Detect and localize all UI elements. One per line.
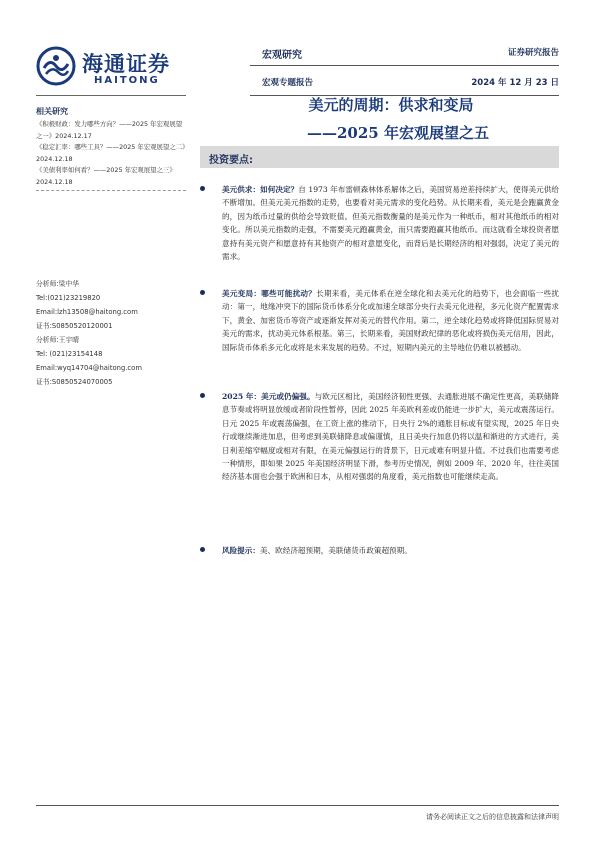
analyst-name: 分析师:王宇晴 — [36, 336, 80, 344]
footer-divider — [36, 805, 559, 806]
bullet-icon — [200, 186, 205, 191]
bullet-icon — [200, 290, 205, 295]
key-point-2025-outlook — [200, 390, 559, 484]
key-point-lead: 2025 年：美元或仍偏强。 — [222, 392, 315, 401]
related-item[interactable]: 《稳定汇率：哪些工具？——2025 年宏观展望之二》2024.12.18 — [36, 143, 186, 163]
analyst-name: 分析师:梁中华 — [36, 280, 80, 288]
key-point-disruption — [200, 287, 559, 354]
header-divider-top — [250, 65, 559, 66]
related-research-list — [36, 119, 186, 189]
analyst-tel: Tel:(021)23219820 — [36, 294, 101, 302]
key-points-heading: 投资要点: — [209, 155, 253, 166]
logo-chinese-name: 海通证券 — [82, 51, 170, 76]
key-point-paragraph — [222, 390, 559, 484]
report-date: 2024 年 12 月 23 日 — [471, 78, 559, 88]
related-divider — [36, 190, 186, 191]
report-type: 宏观专题报告 — [262, 78, 314, 88]
key-point-paragraph — [222, 183, 559, 263]
key-points-bar — [200, 146, 559, 168]
analyst-tel: Tel: (021)23154148 — [36, 350, 103, 358]
main-content — [200, 183, 559, 583]
disclaimer-footer: 请务必阅读正文之后的信息披露和法律声明 — [426, 813, 559, 821]
key-point-paragraph — [222, 287, 559, 354]
key-point-lead: 美元变局：哪些可能扰动？ — [222, 289, 317, 298]
left-column-divider — [36, 95, 186, 96]
analyst-email[interactable]: Email:wyq14704@haitong.com — [36, 364, 142, 372]
key-point-lead: 美元供求：如何决定？ — [222, 185, 299, 194]
report-title: 美元的周期：供求和变局 — [308, 96, 474, 114]
logo-english-name: HAITONG — [94, 75, 160, 86]
key-point-text: 长期来看，美元体系在逆全球化和去美元化的趋势下，也会面临一些扰动：第一，地缘冲突下的国际货币体系分化或加速全球部分央行去美元化进程，多元化资产配置需求下，黄金、加密货币等资产或逐渐发挥对美元的替代作用。第二，逆全球化趋势或将降低国际贸易对美元的需求，扰动美元体系根基。第三，长期来看，美国财政纪律的恶化或将损伤美元信用，因此，国际货币体系多元化或将是未来发展的趋势。不过，短期内美元的主导地位仍难以被撼动。 — [222, 289, 560, 352]
company-logo — [36, 38, 186, 94]
analyst-cert: 证书:S0850524070005 — [36, 378, 113, 386]
report-subtitle: ——2025 年宏观展望之五 — [307, 124, 489, 142]
related-item[interactable]: 《积极财政：发力哪些方向？——2025 年宏观展望之一》2024.12.17 — [36, 120, 183, 140]
company-report-label: 证券研究报告 — [507, 48, 559, 58]
key-point-text: 与欧元区相比，美国经济韧性更强、去通胀进展不确定性更高，美联储降息节奏或将明显放缓或者阶段性暂停，因此 2025 年美欧利差或仍能进一步扩大，美元或震荡运行。日元 2025 年或震荡偏强，在工资上涨的推动下，日央行 2%的通胀目标或有望实现，2025 年日央行或继续渐进加息，但考虑到美联储降息或偏谨慎，且日美央行加息仍将以温和渐进的方式进行，美日利差缩窄幅度或相对有限，在美元偏强运行的背景下，日元或难有明显升值。不过我们也需要考虑一种情形，即如果 2025 年美国经济明显下滑，参考历史情况，例如 2009 年、2020 年，往往美国经济基本面也会强于欧洲和日本，从相对强弱的角度看，美元指数也可能继续走高。 — [222, 392, 560, 482]
analyst-cert: 证书:S0850520120001 — [36, 322, 113, 330]
haitong-logo-icon — [36, 46, 76, 86]
key-point-risk — [200, 544, 559, 557]
related-item[interactable]: 《美债利率如何看？——2025 年宏观展望之三》2024.12.18 — [36, 166, 176, 186]
report-category: 宏观研究 — [262, 50, 302, 61]
related-research-heading: 相关研究 — [36, 107, 68, 116]
key-point-paragraph — [222, 544, 559, 557]
bullet-icon — [200, 547, 205, 552]
key-point-text: 自 1973 年布雷顿森林体系解体之后，美国贸易逆差持续扩大，使得美元供给不断增加。但美元美元指数的走势，也要看对美元需求的变化趋势。从长期来看，美元是会跑赢黄金的，因为纸币过量的供给会导致贬值。但美元指数衡量的是美元作为一种纸币，相对其他纸币的相对变化。所以美元指数的走强，不需要美元跑赢黄金，而只需要跑赢其他纸币。而这就看全球投资者愿意持有美元资产和愿意持有其他资产的相对意愿变化，而背后是长期经济的相对强弱，决定了美元的需求。 — [222, 185, 559, 262]
key-point-text: 美、欧经济超预期，美联储货币政策超预期。 — [259, 546, 412, 555]
analyst-info — [36, 277, 186, 389]
key-point-lead: 风险提示： — [222, 546, 260, 555]
analyst-email[interactable]: Email:lzh13508@haitong.com — [36, 308, 138, 316]
bullet-icon — [200, 393, 205, 398]
key-point-supply-demand — [200, 183, 559, 263]
